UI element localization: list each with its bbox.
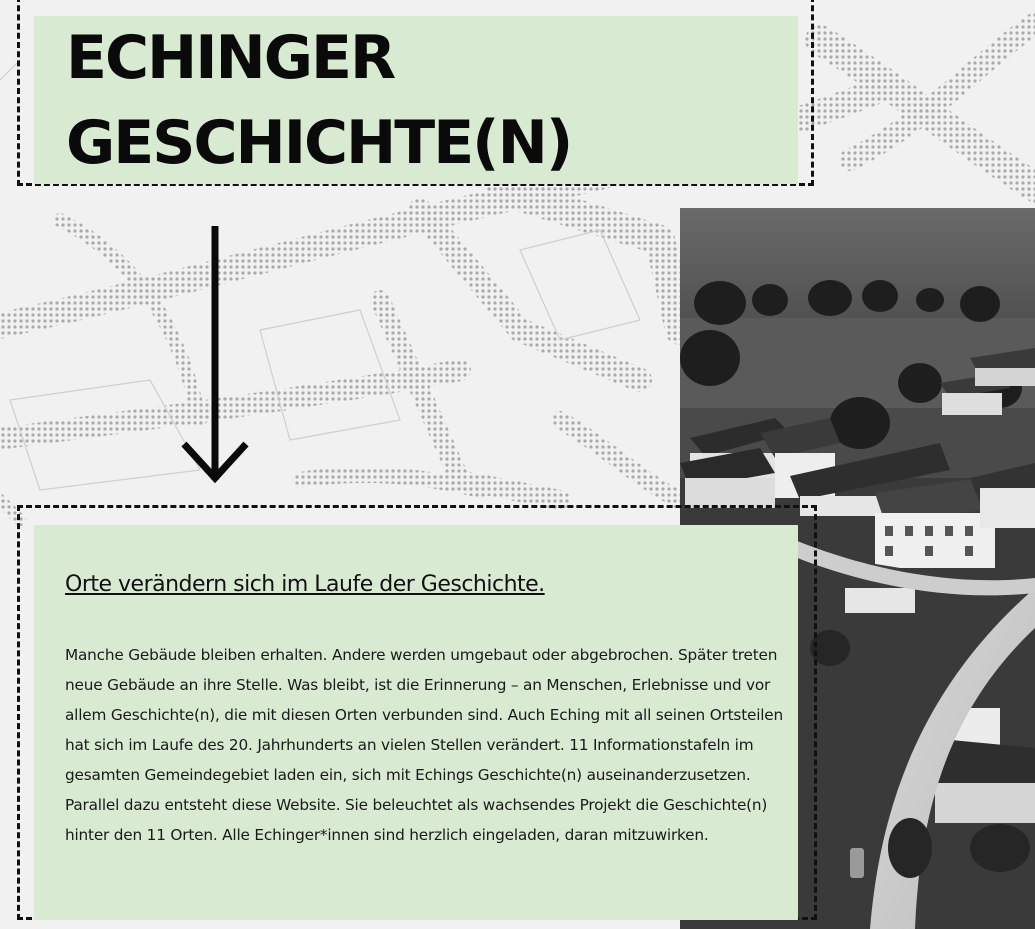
section-body-text: Manche Gebäude bleiben erhalten. Andere werden umgebaut oder abgebrochen. Später treten neue Gebäude an ihre Stelle. Was bleibt, ist die Erinnerung – an Menschen, Erlebnisse und vor allem Geschichte(n), die mit diesen Orten verbunden sind. Auch Eching mit all seinen Ortsteilen hat sich im Laufe des 20. Jahrhunderts an vielen Stellen verändert. 11 Informationstafeln im gesamten Gemeindegebiet laden ein, sich mit Echings Geschichte(n) auseinanderzusetzen. Parallel dazu entsteht diese Website. Sie beleuchtet als wachsendes Projekt die Geschichte(n) hinter den 11 Orten. Alle Echinger*innen sind herzlich eingeladen, daran mitzuwirken. (65, 646, 784, 844)
page-title-line-1: ECHINGER (66, 23, 395, 93)
arrow-down-icon (180, 226, 250, 488)
page-title-line-2: GESCHICHTE(N) (66, 108, 572, 178)
section-heading: Orte verändern sich im Laufe der Geschichte. (65, 572, 545, 597)
